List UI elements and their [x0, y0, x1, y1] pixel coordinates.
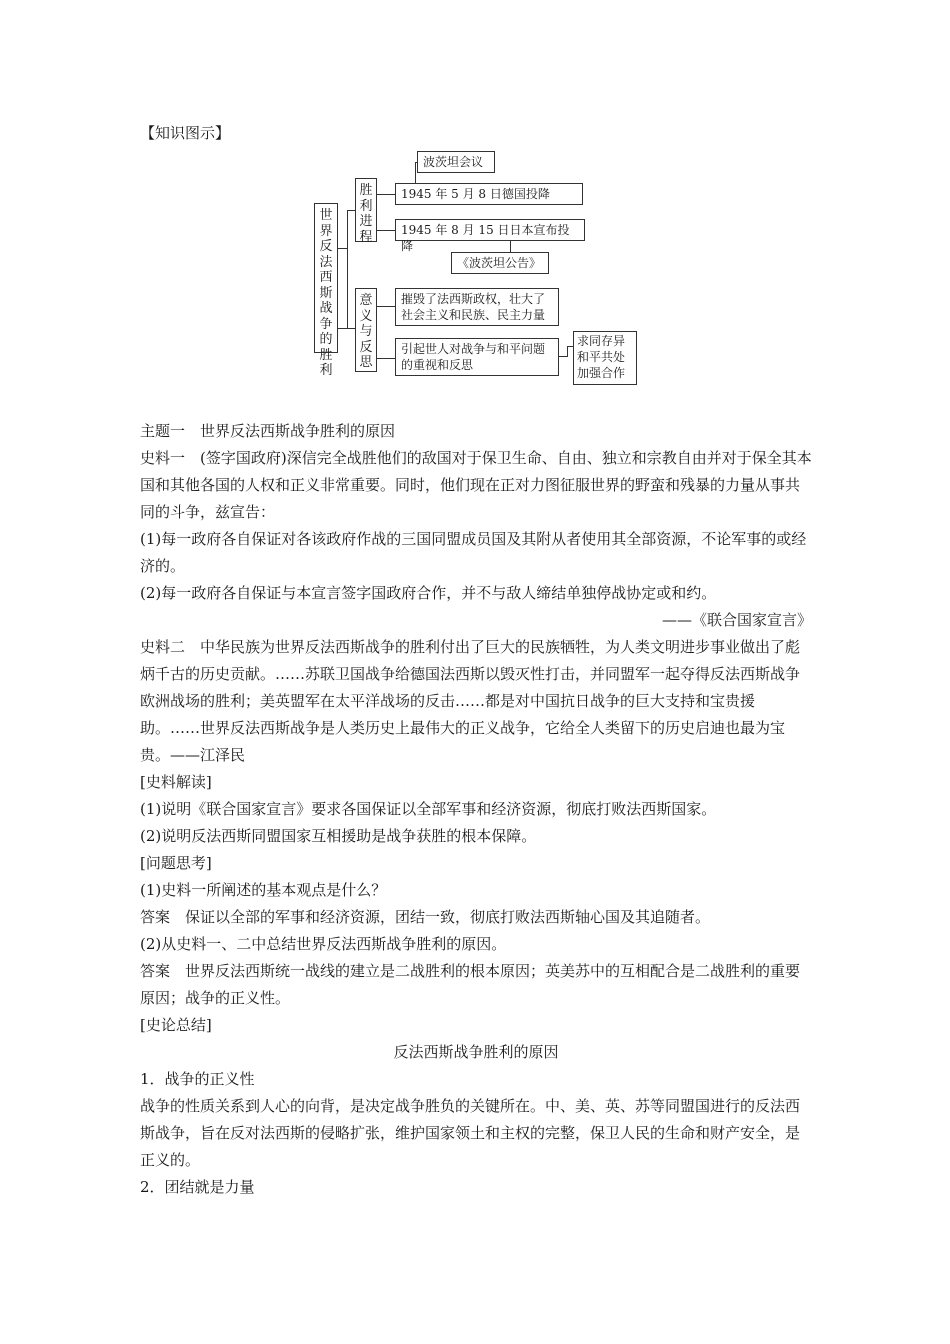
question-1: (1)史料一所阐述的基本观点是什么？ — [140, 881, 387, 899]
meaning-1-line-2: 社会主义和民族、民主力量 — [401, 308, 546, 322]
connector — [559, 356, 567, 357]
diagram-progress-label: 胜利进程 — [359, 183, 373, 245]
connector — [347, 328, 355, 329]
source-1-point-2: (2)每一政府各自保证与本宣言签字国政府合作，并不与敌人缔结单独停战协定或和约。 — [140, 584, 717, 602]
question-label: [问题思考] — [140, 854, 212, 872]
point-1-title: 1．战争的正义性 — [140, 1070, 255, 1088]
japan-surrender-box — [395, 219, 585, 253]
source-1-citation: ——《联合国家宣言》 — [661, 611, 812, 629]
potsdam-conference-label: 波茨坦会议 — [423, 155, 484, 169]
connector — [347, 210, 348, 329]
source-2: 史料二 中华民族为世界反法西斯战争的胜利付出了巨大的民族牺牲，为人类文明进步事业做出了彪炳千古的历史贡献。……苏联卫国战争给德国法西斯以毁灭性打击，并同盟军一起夺得反法西斯战争欧洲战场的胜利；美英盟军在太平洋战场的反击……都是对中国抗日战争的巨大支持和宝贵援助。……世界反法西斯战争是人类历史上最伟大的正义战争，它给全人类留下的历史启迪也最为宝贵。——江泽民 — [140, 638, 801, 764]
diagram-main-box — [314, 203, 338, 378]
connector — [415, 162, 416, 184]
connector — [338, 328, 347, 329]
side-line-1: 求同存异 — [577, 334, 626, 348]
side-line-3: 加强合作 — [577, 366, 626, 380]
section-heading: 【知识图示】 — [140, 124, 231, 142]
interpretation-1: (1)说明《联合国家宣言》要求各国保证以全部军事和经济资源，彻底打败法西斯国家。 — [140, 800, 717, 818]
interpretation-label: [史料解读] — [140, 773, 212, 791]
answer-2: 答案 世界反法西斯统一战线的建立是二战胜利的根本原因；英美苏中的互相配合是二战胜利的重要原因；战争的正义性。 — [140, 962, 801, 1007]
answer-1: 答案 保证以全部的军事和经济资源，团结一致，彻底打败法西斯轴心国及其追随者。 — [140, 908, 711, 926]
diagram-meaning-box — [355, 288, 377, 372]
potsdam-declaration-box — [451, 252, 549, 274]
meaning-2-line-1: 引起世人对战争与和平问题 — [401, 342, 546, 356]
potsdam-declaration-label: 《波茨坦公告》 — [457, 256, 542, 270]
meaning-1-line-1: 摧毁了法西斯政权，壮大了 — [401, 292, 546, 306]
connector — [347, 210, 355, 211]
connector — [377, 358, 395, 359]
connector — [377, 230, 395, 231]
potsdam-conference-box — [417, 151, 495, 173]
point-1-text: 战争的性质关系到人心的向背，是决定战争胜负的关键所在。中、美、英、苏等同盟国进行的反法西斯战争，旨在反对法西斯的侵略扩张，维护国家领土和主权的完整，保卫人民的生命和财产安全，是正义的。 — [140, 1097, 801, 1169]
connector — [377, 306, 395, 307]
source-1-point-1: (1)每一政府各自保证对各该政府作战的三国同盟成员国及其附从者使用其全部资源，不论军事的或经济的。 — [140, 530, 807, 575]
interpretation-2: (2)说明反法西斯同盟国家互相援助是战争获胜的根本保障。 — [140, 827, 537, 845]
germany-surrender-box — [395, 183, 583, 205]
diagram-main-label: 世界反法西斯战争的胜利 — [319, 208, 333, 378]
meaning-2-box — [395, 338, 559, 376]
theme-title: 主题一 世界反法西斯战争胜利的原因 — [140, 422, 396, 440]
knowledge-diagram — [310, 148, 650, 388]
diagram-progress-box — [355, 178, 377, 245]
meaning-2-line-2: 的重视和反思 — [401, 358, 474, 372]
side-principles-box — [573, 331, 637, 385]
diagram-meaning-label: 意义与反思 — [359, 293, 373, 370]
germany-surrender-label: 1945 年 5 月 8 日德国投降 — [401, 187, 550, 201]
document-body — [140, 418, 812, 1201]
summary-title: 反法西斯战争胜利的原因 — [393, 1043, 559, 1061]
connector — [567, 346, 568, 357]
side-line-2: 和平共处 — [577, 350, 626, 364]
meaning-1-box — [395, 288, 559, 326]
point-2-title: 2．团结就是力量 — [140, 1178, 255, 1196]
connector — [415, 162, 418, 163]
connector — [338, 248, 347, 249]
connector — [377, 194, 395, 195]
source-1: 史料一 (签字国政府)深信完全战胜他们的敌国对于保卫生命、自由、独立和宗教自由并对于保全其本国和其他各国的人权和正义非常重要。同时，他们现在正对力图征服世界的野蛮和残暴的力量从事共同的斗争，兹宣告： — [140, 449, 812, 521]
japan-surrender-label: 1945 年 8 月 15 日日本宣布投降 — [401, 223, 570, 253]
summary-label: [史论总结] — [140, 1016, 212, 1034]
question-2: (2)从史料一、二中总结世界反法西斯战争胜利的原因。 — [140, 935, 507, 953]
